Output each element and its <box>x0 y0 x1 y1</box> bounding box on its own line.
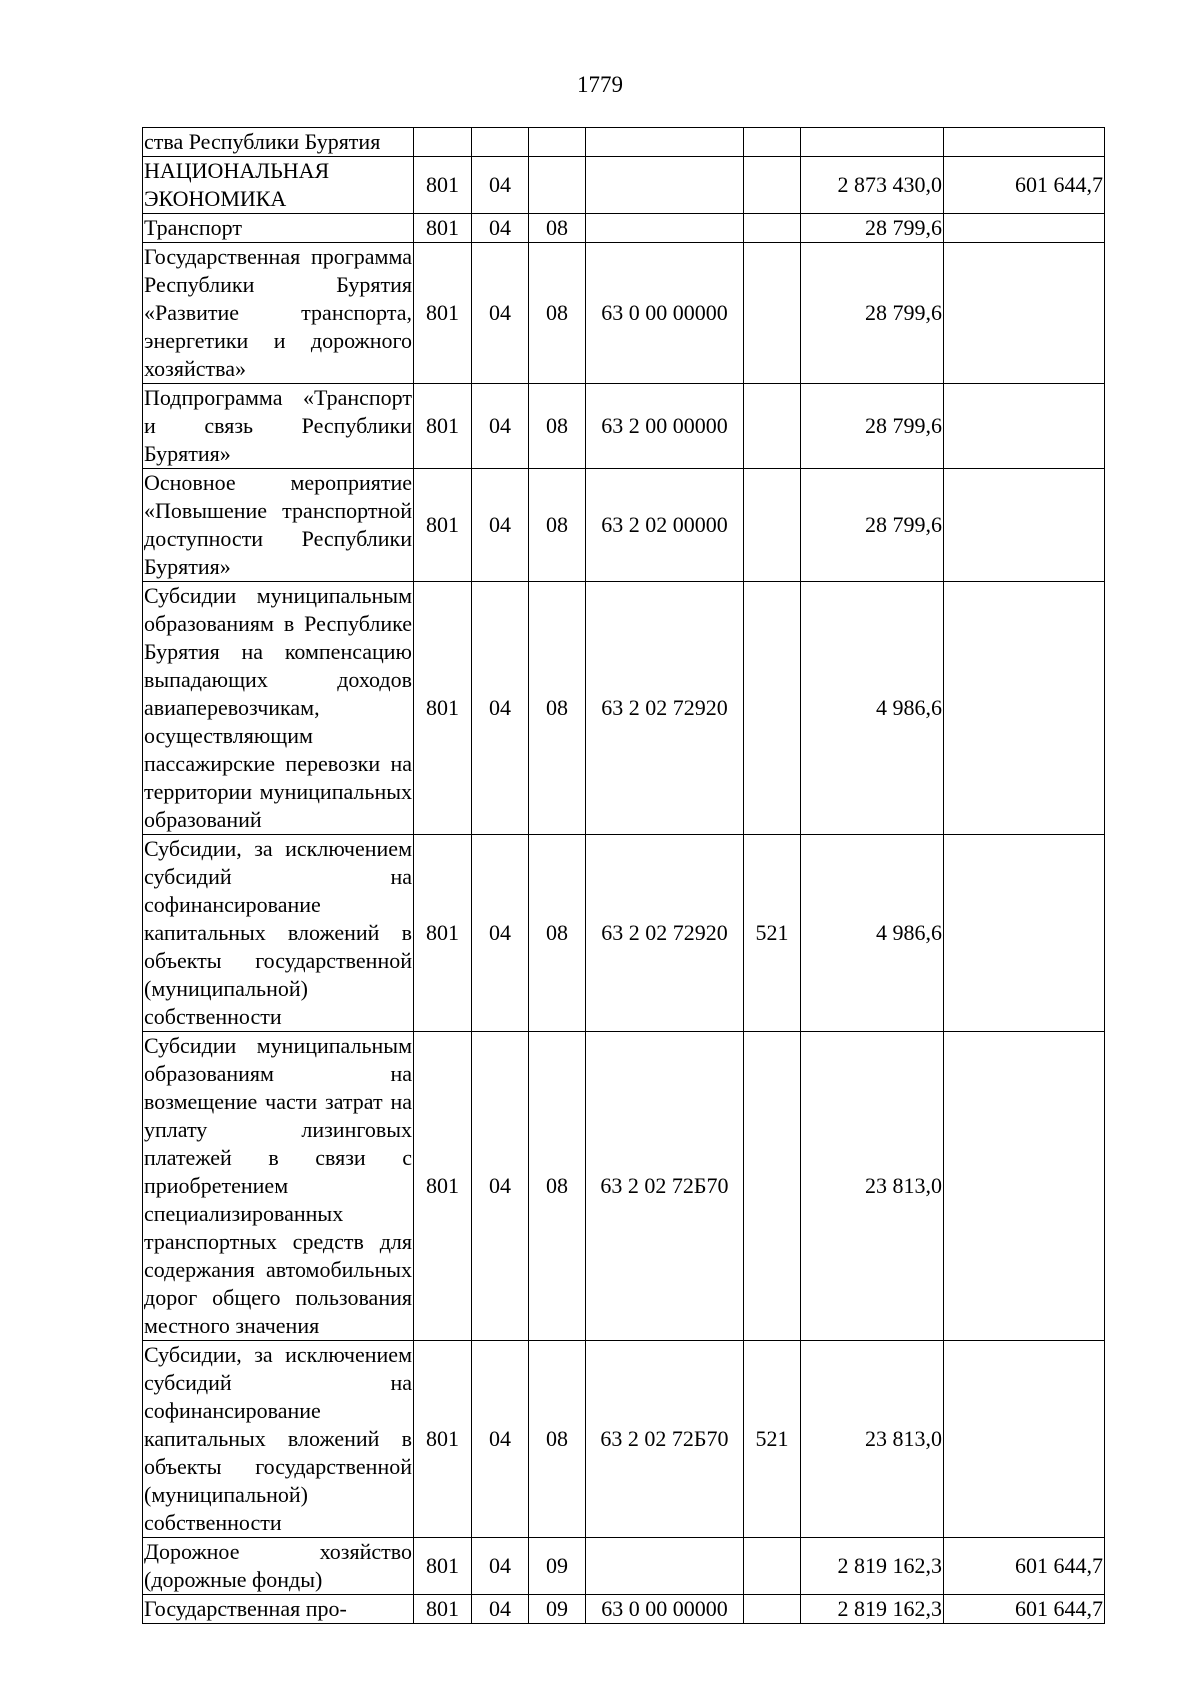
code-vr-cell <box>744 1032 801 1341</box>
code-vr-cell <box>744 128 801 157</box>
table-row <box>143 1032 1105 1341</box>
row-name-cell: Транспорт <box>143 214 414 243</box>
amount-cell: 2 873 430,0 <box>801 157 944 214</box>
code-vr-cell <box>744 1538 801 1595</box>
code-gr-cell: 801 <box>414 1032 472 1341</box>
amount-cell: 4 986,6 <box>801 835 944 1032</box>
row-name-cell: Субсидии муниципальным образованиям на возмещение части затрат на уплату лизинговых платежей в связи с приобретением специализированных транспортных средств для содержания автомобильных дорог общего пользования местного значения <box>143 1032 414 1341</box>
code-rz-cell <box>472 128 529 157</box>
code-rz-cell: 04 <box>472 1595 529 1624</box>
code-csr-cell: 63 2 02 72920 <box>586 835 744 1032</box>
code-rz-cell: 04 <box>472 582 529 835</box>
amount-cell: 28 799,6 <box>801 469 944 582</box>
amount-cell: 2 819 162,3 <box>801 1595 944 1624</box>
table-row <box>143 469 1105 582</box>
code-pr-cell <box>529 157 586 214</box>
row-name-cell: Субсидии, за исключением субсидий на софинансирование капитальных вложений в объекты государственной (муниципальной) собственности <box>143 835 414 1032</box>
code-pr-cell: 08 <box>529 582 586 835</box>
code-gr-cell: 801 <box>414 835 472 1032</box>
code-rz-cell: 04 <box>472 1341 529 1538</box>
table-row <box>143 835 1105 1032</box>
amount-cell <box>801 128 944 157</box>
code-pr-cell: 08 <box>529 835 586 1032</box>
code-vr-cell <box>744 214 801 243</box>
amount-federal-cell: 601 644,7 <box>944 1538 1105 1595</box>
code-vr-cell: 521 <box>744 835 801 1032</box>
amount-cell: 28 799,6 <box>801 214 944 243</box>
row-name-cell: Дорожное хозяйство (дорожные фонды) <box>143 1538 414 1595</box>
code-pr-cell: 08 <box>529 243 586 384</box>
code-rz-cell: 04 <box>472 214 529 243</box>
code-gr-cell: 801 <box>414 1538 472 1595</box>
code-rz-cell: 04 <box>472 384 529 469</box>
code-csr-cell: 63 2 02 72Б70 <box>586 1341 744 1538</box>
code-pr-cell: 08 <box>529 214 586 243</box>
row-name-cell: ства Республики Бурятия <box>143 128 414 157</box>
code-vr-cell <box>744 469 801 582</box>
code-gr-cell: 801 <box>414 1341 472 1538</box>
row-name-cell: Субсидии муниципальным образованиям в Республике Бурятия на компенсацию выпадающих доходов авиаперевозчикам, осуществляющим пассажирские перевозки на территории муниципальных образований <box>143 582 414 835</box>
code-vr-cell <box>744 1595 801 1624</box>
code-gr-cell: 801 <box>414 582 472 835</box>
code-gr-cell: 801 <box>414 384 472 469</box>
code-gr-cell: 801 <box>414 214 472 243</box>
code-rz-cell: 04 <box>472 469 529 582</box>
amount-federal-cell <box>944 1341 1105 1538</box>
amount-federal-cell <box>944 835 1105 1032</box>
table-row <box>143 1538 1105 1595</box>
code-csr-cell: 63 0 00 00000 <box>586 243 744 384</box>
code-csr-cell: 63 2 00 00000 <box>586 384 744 469</box>
table-row <box>143 128 1105 157</box>
amount-federal-cell <box>944 1032 1105 1341</box>
code-gr-cell: 801 <box>414 243 472 384</box>
amount-federal-cell <box>944 469 1105 582</box>
code-csr-cell <box>586 214 744 243</box>
amount-federal-cell <box>944 384 1105 469</box>
code-pr-cell: 09 <box>529 1595 586 1624</box>
code-rz-cell: 04 <box>472 835 529 1032</box>
amount-federal-cell <box>944 128 1105 157</box>
code-gr-cell: 801 <box>414 157 472 214</box>
budget-table-body <box>143 128 1105 1624</box>
code-vr-cell <box>744 582 801 835</box>
code-csr-cell <box>586 157 744 214</box>
code-csr-cell: 63 2 02 72Б70 <box>586 1032 744 1341</box>
amount-cell: 28 799,6 <box>801 243 944 384</box>
budget-table <box>142 127 1105 1624</box>
row-name-cell: Основное мероприятие «Повышение транспортной доступности Республики Бурятия» <box>143 469 414 582</box>
code-rz-cell: 04 <box>472 157 529 214</box>
code-vr-cell <box>744 157 801 214</box>
row-name-cell: Субсидии, за исключением субсидий на софинансирование капитальных вложений в объекты государственной (муниципальной) собственности <box>143 1341 414 1538</box>
table-row <box>143 1341 1105 1538</box>
code-csr-cell: 63 2 02 00000 <box>586 469 744 582</box>
code-csr-cell: 63 2 02 72920 <box>586 582 744 835</box>
amount-federal-cell: 601 644,7 <box>944 1595 1105 1624</box>
code-pr-cell: 08 <box>529 1032 586 1341</box>
amount-cell: 2 819 162,3 <box>801 1538 944 1595</box>
amount-cell: 28 799,6 <box>801 384 944 469</box>
row-name-cell: НАЦИОНАЛЬНАЯ ЭКОНОМИКА <box>143 157 414 214</box>
amount-cell: 23 813,0 <box>801 1032 944 1341</box>
code-csr-cell <box>586 1538 744 1595</box>
table-row <box>143 384 1105 469</box>
code-pr-cell: 08 <box>529 1341 586 1538</box>
row-name-cell: Подпрограмма «Транспорт и связь Республики Бурятия» <box>143 384 414 469</box>
table-row <box>143 1595 1105 1624</box>
row-name-cell: Государственная программа Республики Бурятия «Развитие транспорта, энергетики и дорожного хозяйства» <box>143 243 414 384</box>
code-csr-cell: 63 0 00 00000 <box>586 1595 744 1624</box>
code-rz-cell: 04 <box>472 1032 529 1341</box>
table-row <box>143 243 1105 384</box>
amount-cell: 23 813,0 <box>801 1341 944 1538</box>
row-name-cell: Государственная про- <box>143 1595 414 1624</box>
amount-cell: 4 986,6 <box>801 582 944 835</box>
table-row <box>143 157 1105 214</box>
table-row <box>143 582 1105 835</box>
code-gr-cell: 801 <box>414 1595 472 1624</box>
page-number: 1779 <box>577 72 623 97</box>
code-vr-cell: 521 <box>744 1341 801 1538</box>
code-rz-cell: 04 <box>472 1538 529 1595</box>
table-row <box>143 214 1105 243</box>
amount-federal-cell: 601 644,7 <box>944 157 1105 214</box>
code-vr-cell <box>744 243 801 384</box>
code-pr-cell: 08 <box>529 384 586 469</box>
code-pr-cell: 09 <box>529 1538 586 1595</box>
code-pr-cell: 08 <box>529 469 586 582</box>
amount-federal-cell <box>944 243 1105 384</box>
amount-federal-cell <box>944 214 1105 243</box>
code-vr-cell <box>744 384 801 469</box>
amount-federal-cell <box>944 582 1105 835</box>
code-pr-cell <box>529 128 586 157</box>
code-gr-cell: 801 <box>414 469 472 582</box>
code-csr-cell <box>586 128 744 157</box>
code-gr-cell <box>414 128 472 157</box>
code-rz-cell: 04 <box>472 243 529 384</box>
